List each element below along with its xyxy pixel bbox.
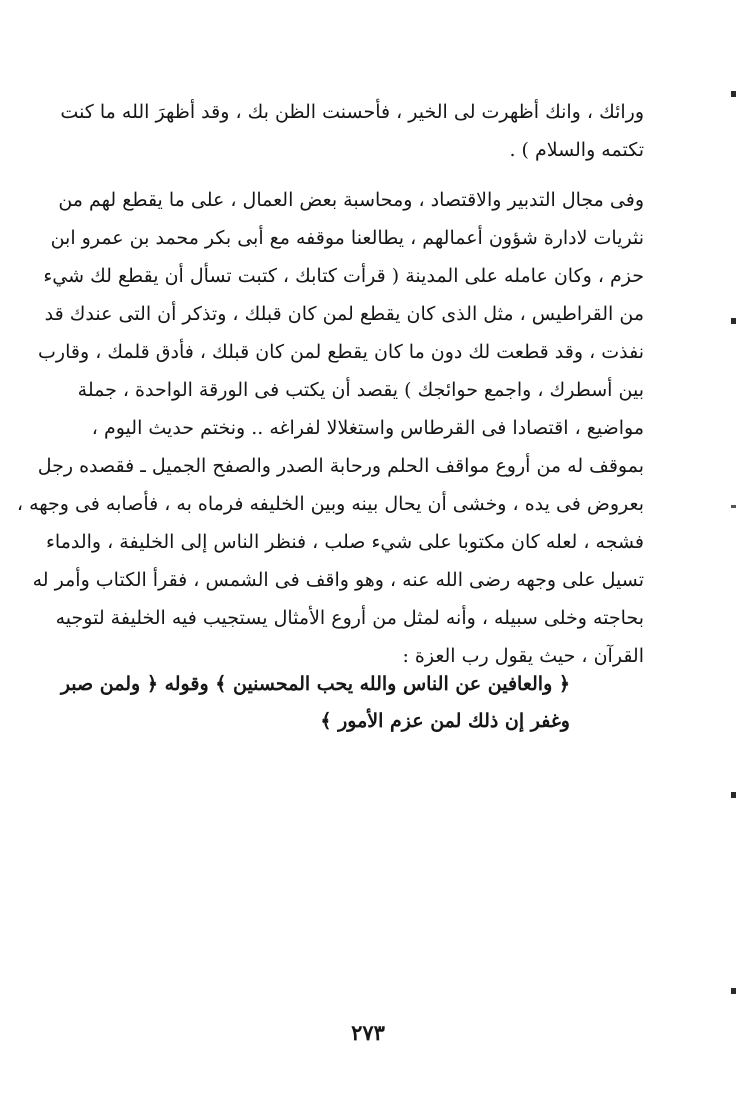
text-line: بين أسطرك ، واجمع حوائجك ) يقصد أن يكتب فى الورقة الواحدة ، جملة bbox=[77, 379, 644, 401]
scan-edge-mark bbox=[731, 91, 736, 97]
quote-line: وغفر إن ذلك لمن عزم الأمور ﴾ bbox=[320, 710, 570, 732]
paragraph-letter-ending bbox=[60, 93, 644, 169]
quote-line: ﴿ والعافين عن الناس والله يحب المحسنين ﴾ وقوله ﴿ ولمن صبر bbox=[60, 673, 570, 695]
text-line: وفى مجال التدبير والاقتصاد ، ومحاسبة بعض العمال ، على ما يقطع لهم من bbox=[58, 189, 644, 211]
quran-quote bbox=[60, 666, 570, 740]
text-line: نفذت ، وقد قطعت لك دون ما كان يقطع لمن كان قبلك ، فأدق قلمك ، وقارب bbox=[38, 341, 644, 363]
scan-edge-mark bbox=[731, 792, 736, 798]
paragraph-main bbox=[16, 181, 644, 675]
text-line: القرآن ، حيث يقول رب العزة : bbox=[402, 645, 644, 667]
scan-edge-mark bbox=[731, 505, 736, 508]
text-line: حزم ، وكان عامله على المدينة ( قرأت كتابك ، كتبت تسأل أن يقطع لك شيء bbox=[43, 265, 644, 287]
text-line: مواضيع ، اقتصادا فى القرطاس واستغلالا لفراغه .. ونختم حديث اليوم ، bbox=[91, 417, 644, 439]
text-line: تكتمه والسلام ) . bbox=[509, 139, 644, 161]
text-line: من القراطيس ، مثل الذى كان يقطع لمن كان قبلك ، وتذكر أن التى عندك قد bbox=[44, 303, 644, 325]
text-line: ورائك ، وانك أظهرت لى الخير ، فأحسنت الظن بك ، وقد أظهرَ الله ما كنت bbox=[60, 101, 644, 123]
text-line: بموقف له من أروع مواقف الحلم ورحابة الصدر والصفح الجميل ـ فقصده رجل bbox=[37, 455, 644, 477]
scan-edge-mark bbox=[731, 318, 736, 324]
text-line: فشجه ، لعله كان مكتوبا على شيء صلب ، فنظر الناس إلى الخليفة ، والدماء bbox=[45, 531, 644, 553]
text-line: بحاجته وخلى سبيله ، وأنه لمثل من أروع الأمثال يستجيب فيه الخليفة لتوجيه bbox=[55, 607, 644, 629]
scan-edge-mark bbox=[731, 988, 736, 994]
text-line: تسيل على وجهه رضى الله عنه ، وهو واقف فى الشمس ، فقرأ الكتاب وأمر له bbox=[32, 569, 644, 591]
text-line: بعروض فى يده ، وخشى أن يحال بينه وبين الخليفه فرماه به ، فأصابه فى وجهه ، bbox=[16, 493, 644, 515]
text-line: نثريات لادارة شؤون أعمالهم ، يطالعنا موقفه مع أبى بكر محمد بن عمرو ابن bbox=[50, 227, 644, 249]
page-number: ٢٧٣ bbox=[351, 1020, 385, 1045]
